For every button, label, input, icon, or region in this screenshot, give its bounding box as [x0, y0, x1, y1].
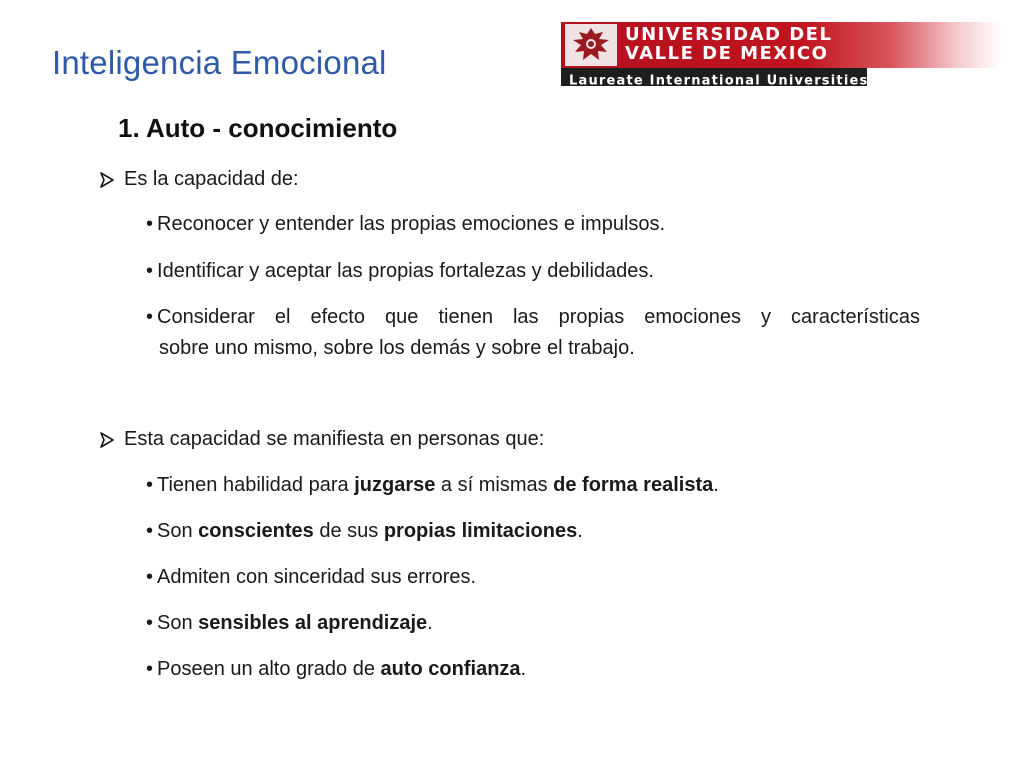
bullet-dot: •: [146, 306, 154, 328]
logo-banner: [561, 22, 1001, 68]
list-item: [146, 654, 526, 685]
text: a sí mismas: [435, 474, 554, 496]
list-item-continuation: [159, 333, 635, 364]
bullet-dot: •: [146, 612, 154, 634]
logo-tagline: [569, 69, 877, 89]
logo-line-2: VALLE DE MEXICO: [625, 43, 829, 64]
arrow-bullet-icon: [98, 172, 116, 188]
emphasis: conscientes: [198, 520, 314, 542]
section-heading: 1. Auto - conocimiento: [118, 113, 398, 143]
main-bullet-1-text: Es la capacidad de:: [124, 168, 299, 190]
text: .: [520, 658, 527, 680]
text: .: [713, 474, 719, 496]
emphasis: sensibles al aprendizaje: [198, 612, 428, 634]
list-item: [146, 608, 433, 639]
bullet-dot: •: [146, 520, 154, 542]
list-item: [146, 562, 476, 593]
text: Son: [157, 520, 199, 542]
logo-tagline-text: Laureate International Universities: [569, 73, 869, 89]
slide-title: Inteligencia Emocional: [52, 44, 387, 81]
main-bullet-2-text: Esta capacidad se manifiesta en personas que:: [124, 428, 545, 450]
logo-name: [625, 25, 832, 63]
bullet-dot: •: [146, 260, 154, 282]
emphasis: propias limitaciones: [383, 520, 578, 542]
bullet-dot: •: [146, 474, 154, 496]
list-item: [146, 302, 920, 333]
text: .: [577, 520, 583, 542]
list-item-text: Identificar y aceptar las propias fortalezas y debilidades.: [157, 260, 654, 282]
emphasis: auto confianza: [380, 658, 521, 680]
logo-tagline-bar: [561, 68, 877, 89]
text: Son: [157, 612, 199, 634]
list-item-text: sobre uno mismo, sobre los demás y sobre el trabajo.: [159, 337, 635, 359]
eagle-emblem-icon: [565, 24, 617, 66]
text: .: [427, 612, 433, 634]
text: Poseen un alto grado de: [157, 658, 381, 680]
list-item: [146, 256, 654, 287]
text: Tienen habilidad para: [157, 474, 355, 496]
list-item: [146, 470, 719, 501]
list-item: [146, 209, 665, 240]
university-logo: [561, 22, 1001, 89]
bullet-dot: •: [146, 566, 154, 588]
list-item: [146, 516, 583, 547]
main-bullet-2: [98, 428, 544, 451]
registered-mark: ®: [868, 73, 877, 81]
bullet-dot: •: [146, 658, 154, 680]
bullet-dot: •: [146, 213, 154, 235]
list-item-text: Reconocer y entender las propias emociones e impulsos.: [157, 213, 666, 235]
main-bullet-1: [98, 168, 299, 191]
emphasis: de forma realista: [553, 474, 714, 496]
arrow-bullet-icon: [98, 432, 116, 448]
text: Admiten con sinceridad sus errores.: [157, 566, 477, 588]
logo-line-1: UNIVERSIDAD DEL: [625, 24, 833, 45]
text: de sus: [313, 520, 384, 542]
list-item-text: Considerar el efecto que tienen las propias emociones y características: [157, 306, 920, 328]
emphasis: juzgarse: [354, 474, 436, 496]
